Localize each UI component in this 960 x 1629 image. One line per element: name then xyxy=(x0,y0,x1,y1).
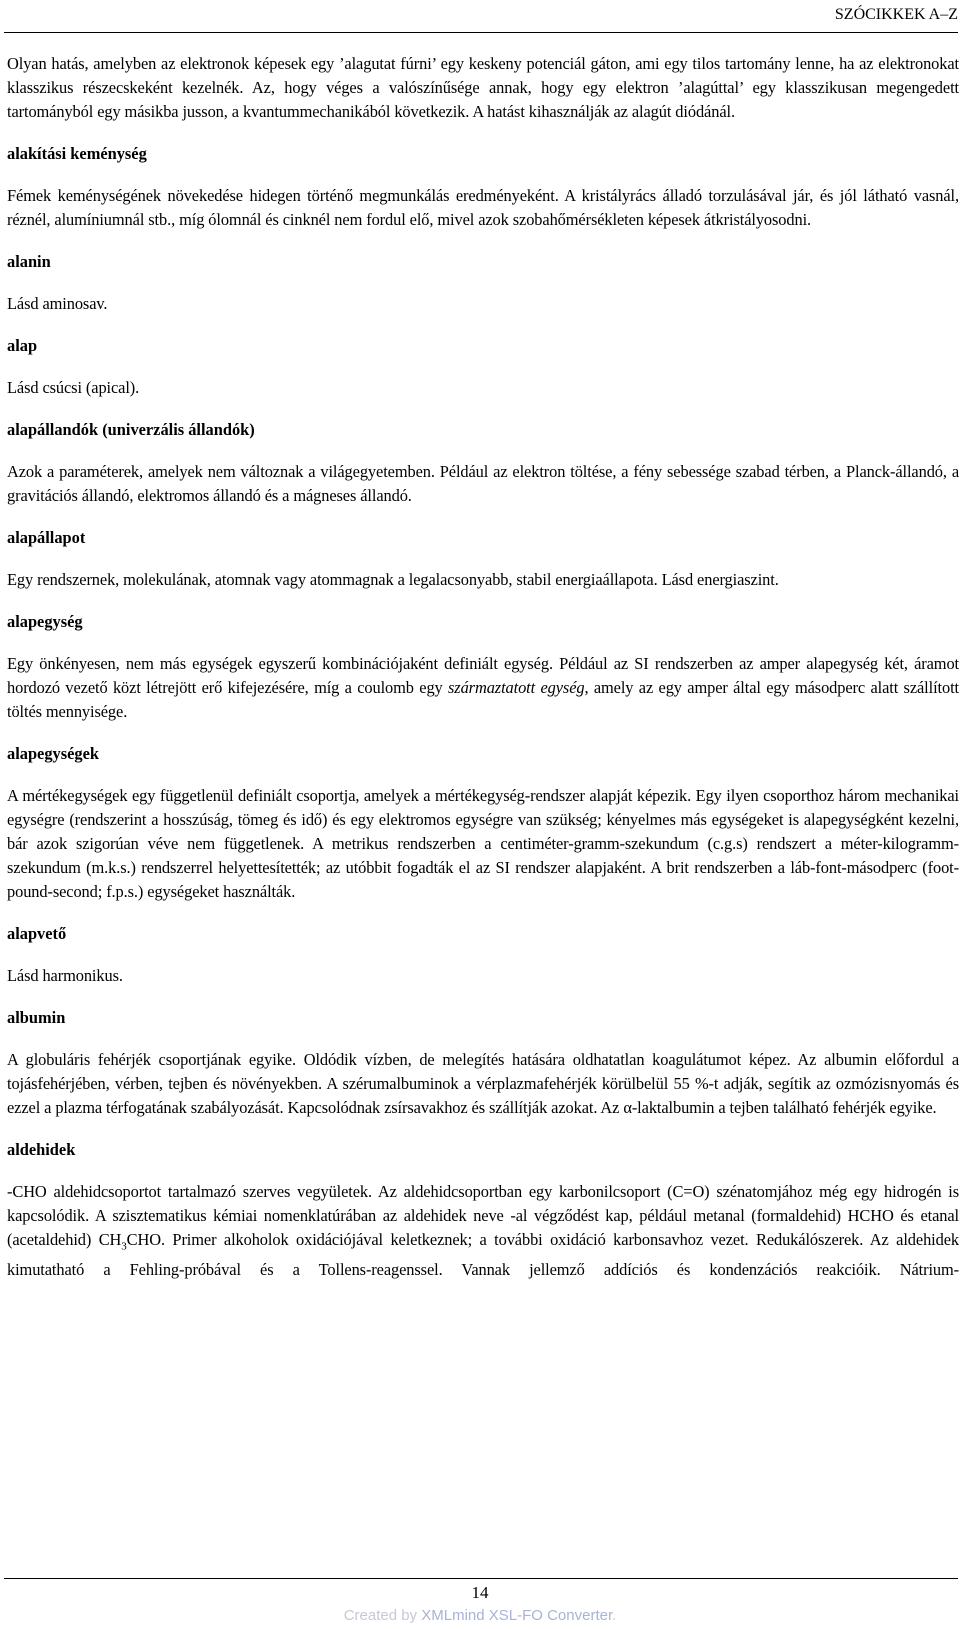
entry-term: alakítási keménység xyxy=(7,144,147,163)
entry-term: alap xyxy=(7,336,38,355)
entry-definition: Azok a paraméterek, amelyek nem változnak a világegyetemben. Például az elektron töltése, a fény sebessége szabad térben, a Planck-állandó, a gravitációs állandó, elektromos állandó és a mágneses állandó. xyxy=(7,462,959,505)
credit-suffix: . xyxy=(612,1607,617,1624)
credit-prefix: Created by xyxy=(343,1607,422,1624)
entry-definition: Egy rendszernek, molekulának, atomnak vagy atommagnak a legalacsonyabb, stabil energiaállapota. Lásd energiaszint. xyxy=(7,570,779,589)
entry-term: alapegységek xyxy=(7,744,99,763)
entry-definition: A globuláris fehérjék csoportjának egyike. Oldódik vízben, de melegítés hatására oldhatatlan koagulátumot képez. Az albumin előfordul a tojásfehérjében, vérben, tejben és növényekben. A szérumalbuminok a vérplazmafehérjék körülbelül 55 %-t adják, segítik az ozmózisnyomás és ezzel a plazma térfogatának szabályozását. Kapcsolódnak zsírsavakhoz és szállítják azokat. Az α-laktalbumin a tejben található fehérjék egyike. xyxy=(7,1050,959,1117)
intro-paragraph: Olyan hatás, amelyben az elektronok képesek egy ’alagutat fúrni’ egy keskeny potenciál gáton, ami egy tilos tartomány lenne, ha az elektronokat klasszikus részecskeként kezelnék. Az, hogy véges a valószínűsége annak, hogy egy elektron ’alagúttal’ egy klasszikusan megengedett tartományból egy másikba jusson, a kvantummechanikából következik. A hatást kihasználják az alagút diódánál. xyxy=(7,54,959,121)
entry-term: alapállapot xyxy=(7,528,86,547)
definition-text: CHO. Primer alkoholok oxidációjával keletkeznek; a további oxidáció karbonsavhoz vezet. Redukálószerek. Az aldehidek kimutatható a Fehling-próbával és a Tollens-reagenssel. Vannak jellemző addíciós és kondenzációs reakcióik. Nátrium- xyxy=(7,1230,959,1280)
definition-text: -CHO aldehidcsoportot tartalmazó szerves vegyületek. Az aldehidcsoportban egy karbonilcsoport (C=O) szénatomjához még egy hidrogén is kapcsolódik. A szisztematikus kémiai nomenklatúrában az aldehidek neve -al végződést kap, például metanal (formaldehid) HCHO és etanal (acetaldehid) CH xyxy=(7,1182,959,1249)
entry-term: alapvető xyxy=(7,924,67,943)
entry-definition: Lásd harmonikus. xyxy=(7,966,123,985)
emphasized-term: származtatott egység xyxy=(448,678,585,697)
page-header: SZÓCIKKEK A–Z xyxy=(834,6,958,23)
credit-brand-link[interactable]: XMLmind XSL-FO Converter xyxy=(421,1607,613,1624)
entry-term: aldehidek xyxy=(7,1140,76,1159)
entry-term: alapegység xyxy=(7,612,83,631)
entry-definition: Fémek keménységének növekedése hidegen történő megmunkálás eredményeként. A kristályrács álladó torzulásával jár, és jól látható vasnál, réznél, alumíniumnál stb., míg ólomnál és cinknél nem fordul elő, mivel azok szobahőmérsékleten képesek átkristályosodni. xyxy=(7,186,959,229)
definition-text: , amely az egy amper által egy másodperc alatt szállított töltés mennyisége. xyxy=(7,678,960,721)
definition-text: Egy önkényesen, nem más egységek egyszerű kombinációjaként definiált egység. Például az SI rendszerben az amper alapegység két, áramot hordozó vezető közt létrejött erő kifejezésére, míg a coulomb egy xyxy=(7,654,959,697)
entry-term: alanin xyxy=(7,252,51,271)
entry-definition xyxy=(7,1180,959,1282)
page-number: 14 xyxy=(471,1583,489,1602)
footer-credit xyxy=(0,1606,960,1626)
header-rule xyxy=(4,32,958,33)
entry-term: albumin xyxy=(7,1008,66,1027)
subscript: 3 xyxy=(121,1240,127,1253)
page-content xyxy=(7,52,959,1282)
entry-definition: Lásd csúcsi (apical). xyxy=(7,378,140,397)
footer-rule xyxy=(4,1578,958,1579)
entry-definition xyxy=(7,652,959,724)
entry-definition: A mértékegységek egy függetlenül definiált csoportja, amelyek a mértékegység-rendszer alapját képezik. Egy ilyen csoporthoz három mechanikai egységre (rendszerint a hosszúság, tömeg és idő) és egy elektromos egységre van szükség; kényelmes más egységeket is alapegységként kezelni, bár azok szigorúan véve nem függetlenek. A metrikus rendszerben a centiméter-gramm-szekundum (c.g.s) rendszert a méter-kilogramm-szekundum (m.k.s.) rendszerrel helyettesítették; az utóbbit fogadták el az SI rendszer alapjaként. A brit rendszerben a láb-font-másodperc (foot-pound-second; f.p.s.) egységeket használták. xyxy=(7,786,959,901)
entry-definition: Lásd aminosav. xyxy=(7,294,108,313)
entry-term: alapállandók (univerzális állandók) xyxy=(7,420,255,439)
